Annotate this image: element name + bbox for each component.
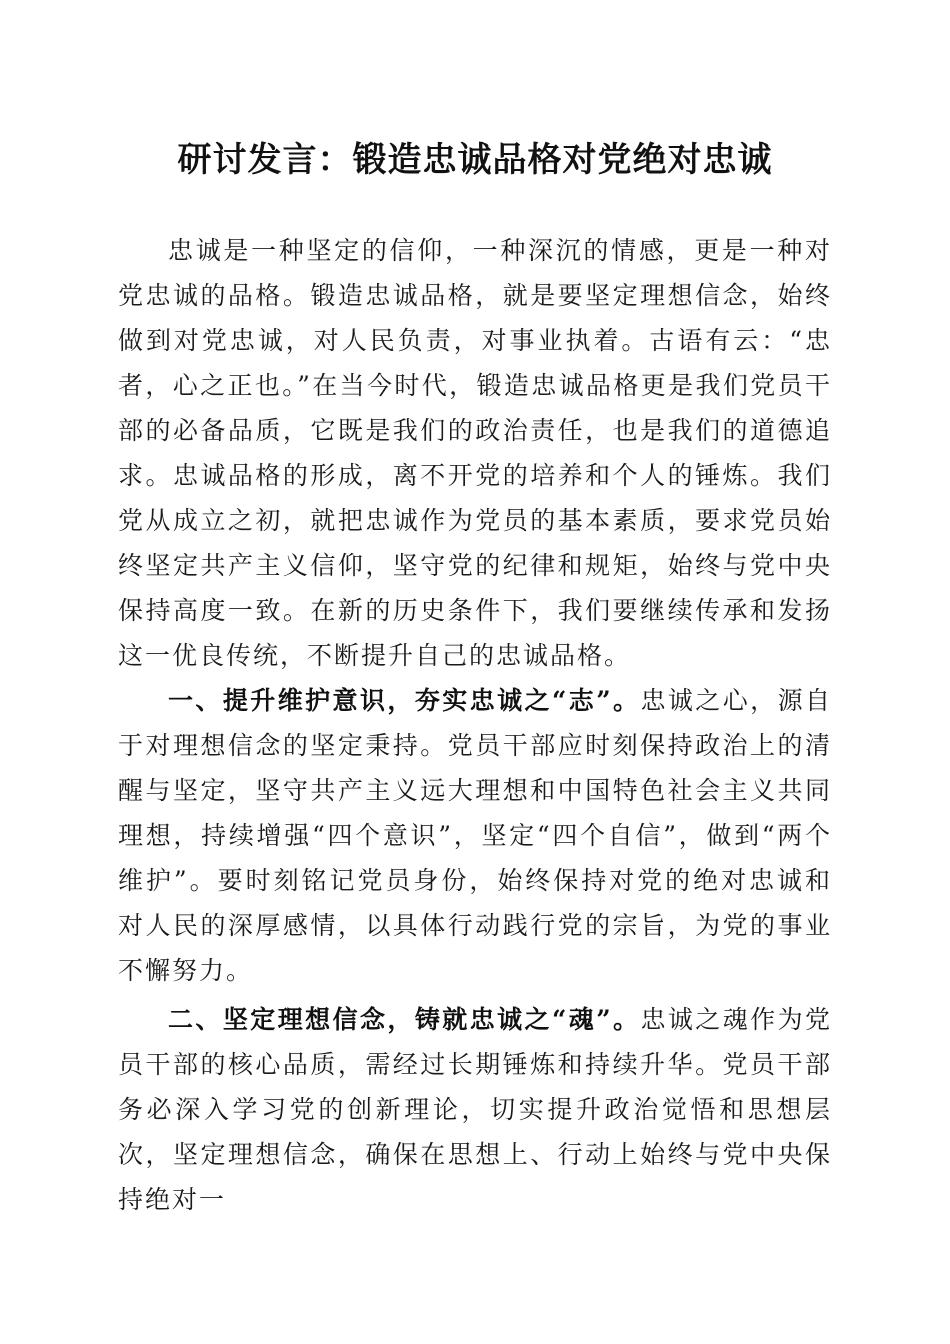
section-paragraph-2 xyxy=(118,997,832,1222)
intro-paragraph: 忠诚是一种坚定的信仰，一种深沉的情感，更是一种对党忠诚的品格。锻造忠诚品格，就是要坚定理想信念，始终做到对党忠诚，对人民负责，对事业执着。古语有云：“忠者，心之正也。”在当今时代，锻造忠诚品格更是我们党员干部的必备品质，它既是我们的政治责任，也是我们的道德追求。忠诚品格的形成，离不开党的培养和个人的锤炼。我们党从成立之初，就把忠诚作为党员的基本素质，要求党员始终坚定共产主义信仰，坚守党的纪律和规矩，始终与党中央保持高度一致。在新的历史条件下，我们要继续传承和发扬这一优良传统，不断提升自己的忠诚品格。 xyxy=(118,236,832,670)
document-body xyxy=(118,228,832,1222)
section-heading-1: 一、提升维护意识，夯实忠诚之“志”。 xyxy=(168,686,641,715)
section-paragraph-1 xyxy=(118,678,832,993)
document-title: 研讨发言：锻造忠诚品格对党绝对忠诚 xyxy=(177,140,773,180)
section-heading-2: 二、坚定理想信念，铸就忠诚之“魂”。 xyxy=(168,1005,641,1034)
section-text-1: 忠诚之心，源自于对理想信念的坚定秉持。党员干部应时刻保持政治上的清醒与坚定，坚守共产主义远大理想和中国特色社会主义共同理想，持续增强“四个意识”，坚定“四个自信”，做到“两个维护”。要时刻铭记党员身份，始终保持对党的绝对忠诚和对人民的深厚感情，以具体行动践行党的宗旨，为党的事业不懈努力。 xyxy=(118,686,832,985)
section-text-2: 忠诚之魂作为党员干部的核心品质，需经过长期锤炼和持续升华。党员干部务必深入学习党的创新理论，切实提升政治觉悟和思想层次，坚定理想信念，确保在思想上、行动上始终与党中央保持绝对一 xyxy=(118,1005,832,1214)
